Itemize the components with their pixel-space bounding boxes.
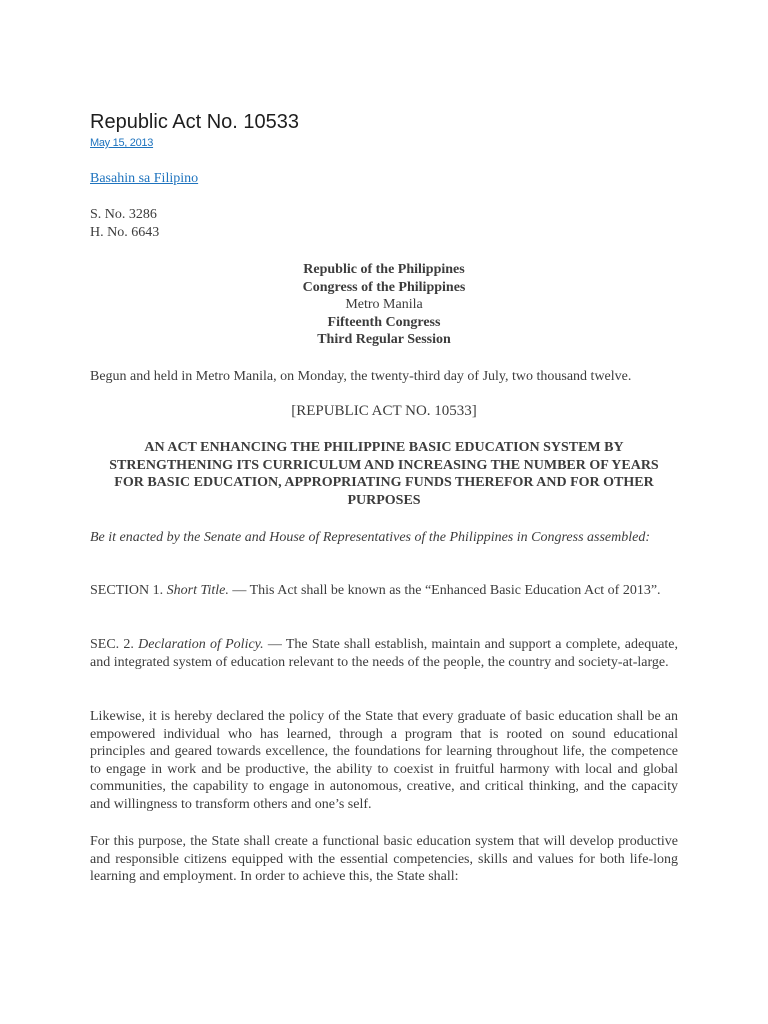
header-republic: Republic of the Philippines [303,262,465,277]
act-title: AN ACT ENHANCING THE PHILIPPINE BASIC EDUCATION SYSTEM BY STRENGTHENING ITS CURRICULUM AND INCREASING THE NUMBER OF YEARS FOR BASIC EDUCATION, APPROPRIATING FUNDS THEREFOR AND FOR OTHER PURPOSES [109,440,659,508]
bill-numbers [90,206,159,242]
header-congress-number: Fifteenth Congress [327,314,441,330]
purpose-paragraph: For this purpose, the State shall create a functional basic education system that will develop productive and responsible citizens equipped with the essential competencies, skills and values for both life-long learning and employment. In order to achieve this, the State shall: [90,834,678,884]
senate-bill-number: S. No. 3286 [90,207,157,222]
section-1-text: — This Act shall be known as the “Enhanced Basic Education Act of 2013”. [232,583,661,598]
begun-statement: Begun and held in Metro Manila, on Monday, the twenty-third day of July, two thousand twelve. [90,369,632,384]
post-date-link[interactable]: May 15, 2013 [90,137,154,149]
act-number: [REPUBLIC ACT NO. 10533] [291,403,477,419]
policy-paragraph: Likewise, it is hereby declared the policy of the State that every graduate of basic education shall be an empowered individual who has learned, through a program that is rooted on sound educational principles and geared towards excellence, the foundations for learning throughout life, the competence to engage in work and be productive, the ability to coexist in fruitful harmony with local and global communities, the capability to engage in autonomous, creative, and critical thinking, and the capacity and willingness to transform others and one’s self. [90,709,678,812]
page-title: Republic Act No. 10533 [90,111,300,133]
house-bill-number: H. No. 6643 [90,225,160,240]
section-1 [90,582,678,600]
section-2-text: — The State shall establish, maintain and support a complete, adequate, and integrated system of education relevant to the needs of the people, the country and society-at-large. [90,637,679,670]
header-congress: Congress of the Philippines [302,279,466,295]
enacting-clause: Be it enacted by the Senate and House of Representatives of the Philippines in Congress assembled: [90,530,651,545]
section-1-heading: Short Title. [166,583,229,598]
header-session: Third Regular Session [317,332,451,347]
section-2-heading: Declaration of Policy. [138,637,264,652]
section-2-label: SEC. 2. [90,637,134,652]
congress-header [90,261,678,349]
section-1-label: SECTION 1. [90,583,164,598]
filipino-version-link[interactable]: Basahin sa Filipino [90,171,199,186]
header-location: Metro Manila [345,297,423,312]
section-2 [90,636,678,671]
